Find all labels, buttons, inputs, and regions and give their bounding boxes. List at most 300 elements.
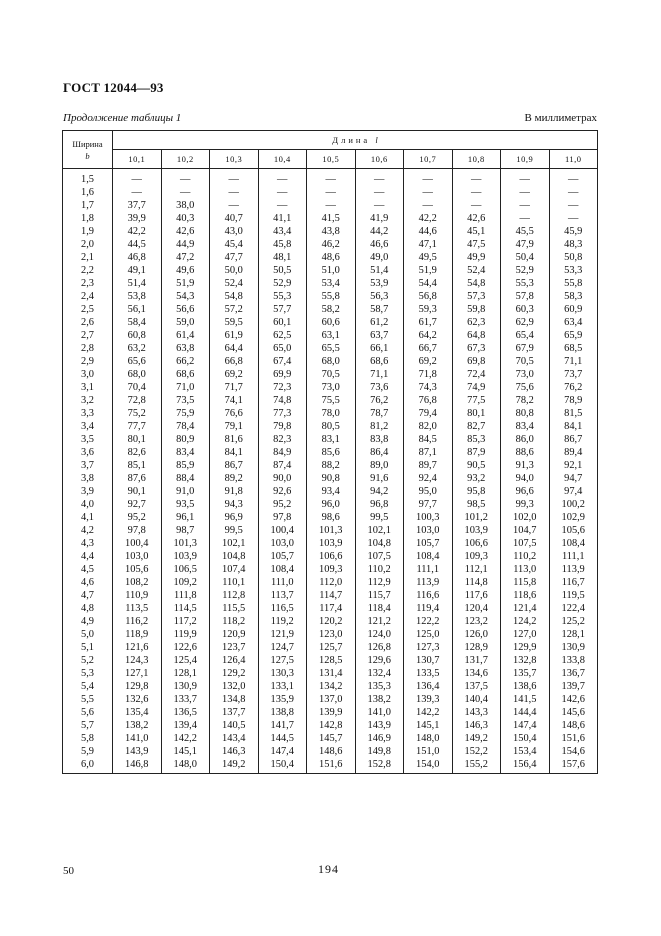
value-cell: 65,6 [113,355,162,368]
table-row [63,420,598,433]
value-cell: 109,2 [161,576,210,589]
value-cell: 134,6 [452,667,501,680]
length-column-header: 10,1 [113,150,162,169]
value-cell: 88,2 [307,459,356,472]
value-cell: 112,9 [355,576,404,589]
table-row [63,654,598,667]
value-cell: 42,2 [113,225,162,238]
value-cell: 106,6 [452,537,501,550]
table-row [63,264,598,277]
value-cell: 79,1 [210,420,259,433]
value-cell: 84,1 [549,420,598,433]
value-cell: 134,8 [210,693,259,706]
value-cell: — [161,186,210,199]
value-cell: 76,8 [404,394,453,407]
value-cell: 82,7 [452,420,501,433]
table-row [63,537,598,550]
value-cell: 130,7 [404,654,453,667]
value-cell: — [404,199,453,212]
value-cell: 71,1 [355,368,404,381]
value-cell: 103,9 [452,524,501,537]
value-cell: — [549,212,598,225]
width-cell: 1,5 [63,169,113,187]
value-cell: 143,3 [452,706,501,719]
table-row [63,446,598,459]
value-cell: 45,8 [258,238,307,251]
value-cell: 63,8 [161,342,210,355]
value-cell: 102,9 [549,511,598,524]
value-cell: 146,3 [452,719,501,732]
value-cell: 118,2 [210,615,259,628]
value-cell: 57,3 [452,290,501,303]
length-column-header: 10,7 [404,150,453,169]
value-cell: 90,1 [113,485,162,498]
value-cell: 144,5 [258,732,307,745]
value-cell: 124,2 [501,615,550,628]
value-cell: 65,0 [258,342,307,355]
value-cell: 86,7 [210,459,259,472]
width-cell: 2,8 [63,342,113,355]
width-cell: 4,6 [63,576,113,589]
value-cell: — [307,186,356,199]
value-cell: 110,1 [210,576,259,589]
value-cell: 73,5 [161,394,210,407]
value-cell: 50,4 [501,251,550,264]
table-row [63,316,598,329]
value-cell: 140,5 [210,719,259,732]
width-cell: 4,2 [63,524,113,537]
value-cell: 148,0 [161,758,210,774]
value-cell: 80,5 [307,420,356,433]
table-row [63,732,598,745]
value-cell: 151,6 [549,732,598,745]
value-cell: 116,2 [113,615,162,628]
width-cell: 2,9 [63,355,113,368]
value-cell: 52,4 [210,277,259,290]
value-cell: 107,4 [210,563,259,576]
value-cell: 56,8 [404,290,453,303]
value-cell: 157,6 [549,758,598,774]
value-cell: 72,4 [452,368,501,381]
value-cell: 83,4 [161,446,210,459]
value-cell: — [210,199,259,212]
value-cell: 120,9 [210,628,259,641]
width-cell: 5,8 [63,732,113,745]
value-cell: 45,1 [452,225,501,238]
value-cell: 59,8 [452,303,501,316]
value-cell: 138,6 [501,680,550,693]
value-cell: 42,6 [452,212,501,225]
value-cell: 108,2 [113,576,162,589]
table-row [63,745,598,758]
value-cell: 47,7 [210,251,259,264]
value-cell: 44,5 [113,238,162,251]
value-cell: 105,6 [549,524,598,537]
value-cell: 68,0 [307,355,356,368]
value-cell: 133,8 [549,654,598,667]
value-cell: 146,8 [113,758,162,774]
width-cell: 1,9 [63,225,113,238]
value-cell: 83,8 [355,433,404,446]
value-cell: 86,0 [501,433,550,446]
value-cell: 76,6 [210,407,259,420]
value-cell: — [161,169,210,187]
length-column-header: 11,0 [549,150,598,169]
value-cell: 141,0 [113,732,162,745]
value-cell: 75,2 [113,407,162,420]
value-cell: — [501,199,550,212]
value-cell: 55,3 [501,277,550,290]
width-cell: 4,9 [63,615,113,628]
value-cell: 68,0 [113,368,162,381]
value-cell: 76,2 [549,381,598,394]
mass-table [62,130,598,774]
value-cell: 104,8 [355,537,404,550]
value-cell: 40,7 [210,212,259,225]
value-cell: 137,0 [307,693,356,706]
value-cell: 132,0 [210,680,259,693]
value-cell: 127,1 [113,667,162,680]
value-cell: — [501,169,550,187]
width-header-symbol: b [85,150,90,161]
value-cell: 102,1 [355,524,404,537]
document-title: ГОСТ 12044—93 [63,80,164,95]
value-cell: 78,7 [355,407,404,420]
value-cell: 59,3 [404,303,453,316]
value-cell: 58,3 [549,290,598,303]
value-cell: 136,4 [404,680,453,693]
units-note: В миллиметрах [524,112,597,124]
value-cell: 121,9 [258,628,307,641]
value-cell: 145,1 [161,745,210,758]
value-cell: 97,4 [549,485,598,498]
value-cell: 118,6 [501,589,550,602]
value-cell: 129,2 [210,667,259,680]
value-cell: 89,0 [355,459,404,472]
value-cell: 121,4 [501,602,550,615]
value-cell: 102,1 [210,537,259,550]
value-cell: 141,7 [258,719,307,732]
value-cell: 57,7 [258,303,307,316]
value-cell: 68,6 [355,355,404,368]
value-cell: 105,6 [113,563,162,576]
value-cell: 61,7 [404,316,453,329]
value-cell: 51,9 [161,277,210,290]
table-row [63,485,598,498]
value-cell: 50,0 [210,264,259,277]
value-cell: 50,8 [549,251,598,264]
value-cell: 96,1 [161,511,210,524]
value-cell: 150,4 [501,732,550,745]
value-cell: 48,1 [258,251,307,264]
value-cell: 52,9 [258,277,307,290]
value-cell: 78,2 [501,394,550,407]
value-cell: 151,6 [307,758,356,774]
width-cell: 2,6 [63,316,113,329]
value-cell: 92,7 [113,498,162,511]
value-cell: 109,3 [452,550,501,563]
table-row [63,238,598,251]
value-cell: 99,5 [210,524,259,537]
length-column-header: 10,5 [307,150,356,169]
value-cell: 93,2 [452,472,501,485]
value-cell: 124,0 [355,628,404,641]
value-cell: 94,0 [501,472,550,485]
width-cell: 4,4 [63,550,113,563]
value-cell: 65,4 [501,329,550,342]
value-cell: 77,7 [113,420,162,433]
table-row [63,667,598,680]
value-cell: — [258,186,307,199]
value-cell: 107,5 [355,550,404,563]
value-cell: 138,2 [113,719,162,732]
value-cell: 122,6 [161,641,210,654]
value-cell: 81,2 [355,420,404,433]
value-cell: 87,9 [452,446,501,459]
value-cell: 80,8 [501,407,550,420]
value-cell: 56,3 [355,290,404,303]
value-cell: 145,6 [549,706,598,719]
value-cell: 67,9 [501,342,550,355]
table-row [63,394,598,407]
value-cell: 54,4 [404,277,453,290]
value-cell: 143,9 [113,745,162,758]
width-header-label: Ширина [72,138,103,149]
table-row [63,212,598,225]
value-cell: 119,2 [258,615,307,628]
value-cell: 127,5 [258,654,307,667]
value-cell: 111,8 [161,589,210,602]
value-cell: 98,6 [307,511,356,524]
value-cell: 106,5 [161,563,210,576]
value-cell: 50,5 [258,264,307,277]
value-cell: 71,8 [404,368,453,381]
value-cell: 139,9 [307,706,356,719]
value-cell: 80,1 [452,407,501,420]
value-cell: 40,3 [161,212,210,225]
value-cell: 135,3 [355,680,404,693]
value-cell: 145,7 [307,732,356,745]
width-cell: 5,3 [63,667,113,680]
value-cell: 135,4 [113,706,162,719]
value-cell: 139,4 [161,719,210,732]
value-cell: 132,4 [355,667,404,680]
value-cell: 74,1 [210,394,259,407]
value-cell: 135,9 [258,693,307,706]
value-cell: 56,1 [113,303,162,316]
value-cell: — [452,169,501,187]
value-cell: 49,5 [404,251,453,264]
width-cell: 3,0 [63,368,113,381]
value-cell: 79,8 [258,420,307,433]
value-cell: 100,2 [549,498,598,511]
value-cell: 68,6 [161,368,210,381]
value-cell: 91,3 [501,459,550,472]
value-cell: 114,5 [161,602,210,615]
value-cell: 122,2 [404,615,453,628]
table-row [63,550,598,563]
value-cell: 71,1 [549,355,598,368]
value-cell: 84,9 [258,446,307,459]
value-cell: 130,3 [258,667,307,680]
value-cell: 73,0 [307,381,356,394]
value-cell: 47,2 [161,251,210,264]
length-column-header: 10,6 [355,150,404,169]
table-row [63,355,598,368]
value-cell: 113,0 [501,563,550,576]
value-cell: 65,9 [549,329,598,342]
value-cell: 58,7 [355,303,404,316]
value-cell: 117,2 [161,615,210,628]
value-cell: 136,5 [161,706,210,719]
value-cell: 112,8 [210,589,259,602]
value-cell: 142,2 [161,732,210,745]
value-cell: — [210,186,259,199]
value-cell: 44,9 [161,238,210,251]
value-cell: 77,3 [258,407,307,420]
value-cell: 84,5 [404,433,453,446]
value-cell: 95,2 [113,511,162,524]
value-cell: 70,4 [113,381,162,394]
value-cell: 119,4 [404,602,453,615]
table-row [63,381,598,394]
value-cell: 123,7 [210,641,259,654]
value-cell: 86,7 [549,433,598,446]
value-cell: 145,1 [404,719,453,732]
value-cell: 65,5 [307,342,356,355]
table-row [63,641,598,654]
value-cell: 68,5 [549,342,598,355]
value-cell: — [355,186,404,199]
value-cell: 96,8 [355,498,404,511]
value-cell: 108,4 [258,563,307,576]
value-cell: 87,6 [113,472,162,485]
length-column-header: 10,2 [161,150,210,169]
value-cell: 108,4 [549,537,598,550]
value-cell: 88,4 [161,472,210,485]
value-cell: 47,9 [501,238,550,251]
value-cell: 139,7 [549,680,598,693]
value-cell: — [355,199,404,212]
value-cell: 135,7 [501,667,550,680]
value-cell: — [307,199,356,212]
value-cell: 63,2 [113,342,162,355]
value-cell: 82,3 [258,433,307,446]
value-cell: 58,2 [307,303,356,316]
value-cell: 71,7 [210,381,259,394]
value-cell: 126,0 [452,628,501,641]
value-cell: 101,3 [161,537,210,550]
value-cell: 118,4 [355,602,404,615]
value-cell: 98,7 [161,524,210,537]
value-cell: 101,2 [452,511,501,524]
value-cell: 52,4 [452,264,501,277]
value-cell: 84,1 [210,446,259,459]
value-cell: 120,2 [307,615,356,628]
value-cell: 148,6 [549,719,598,732]
value-cell: 75,6 [501,381,550,394]
value-cell: 119,9 [161,628,210,641]
value-cell: 103,9 [307,537,356,550]
value-cell: 42,6 [161,225,210,238]
value-cell: 73,6 [355,381,404,394]
value-cell: 75,5 [307,394,356,407]
value-cell: 38,0 [161,199,210,212]
table-row [63,719,598,732]
value-cell: 141,5 [501,693,550,706]
value-cell: 92,4 [404,472,453,485]
value-cell: 149,2 [452,732,501,745]
value-cell: 122,4 [549,602,598,615]
value-cell: 55,3 [258,290,307,303]
value-cell: 95,2 [258,498,307,511]
value-cell: 67,4 [258,355,307,368]
table-continuation-caption: Продолжение таблицы 1 [63,112,182,124]
width-cell: 3,4 [63,420,113,433]
value-cell: 58,4 [113,316,162,329]
value-cell: 66,2 [161,355,210,368]
value-cell: 86,4 [355,446,404,459]
value-cell: 127,3 [404,641,453,654]
table-row [63,225,598,238]
value-cell: 105,7 [404,537,453,550]
value-cell: 144,4 [501,706,550,719]
value-cell: 154,6 [549,745,598,758]
value-cell: 92,6 [258,485,307,498]
value-cell: 45,5 [501,225,550,238]
table-row [63,589,598,602]
value-cell: 129,9 [501,641,550,654]
value-cell: 148,0 [404,732,453,745]
value-cell: 41,1 [258,212,307,225]
value-cell: 54,3 [161,290,210,303]
value-cell: 78,4 [161,420,210,433]
table-row [63,277,598,290]
value-cell: 45,4 [210,238,259,251]
value-cell: 60,6 [307,316,356,329]
value-cell: 91,8 [210,485,259,498]
width-cell: 3,3 [63,407,113,420]
value-cell: 99,5 [355,511,404,524]
value-cell: 108,4 [404,550,453,563]
value-cell: 62,5 [258,329,307,342]
value-cell: 99,3 [501,498,550,511]
table-row [63,199,598,212]
value-cell: 74,8 [258,394,307,407]
value-cell: 111,0 [258,576,307,589]
value-cell: 56,6 [161,303,210,316]
table-row [63,680,598,693]
width-cell: 2,3 [63,277,113,290]
table-row [63,169,598,187]
width-cell: 3,9 [63,485,113,498]
value-cell: 69,9 [258,368,307,381]
value-cell: 74,9 [452,381,501,394]
value-cell: 64,8 [452,329,501,342]
value-cell: 57,2 [210,303,259,316]
value-cell: 137,5 [452,680,501,693]
value-cell: 94,7 [549,472,598,485]
value-cell: 51,4 [113,277,162,290]
value-cell: — [210,169,259,187]
value-cell: 96,0 [307,498,356,511]
value-cell: 48,6 [307,251,356,264]
value-cell: 152,2 [452,745,501,758]
value-cell: 121,2 [355,615,404,628]
value-cell: — [258,199,307,212]
length-column-header: 10,9 [501,150,550,169]
value-cell: 103,0 [113,550,162,563]
